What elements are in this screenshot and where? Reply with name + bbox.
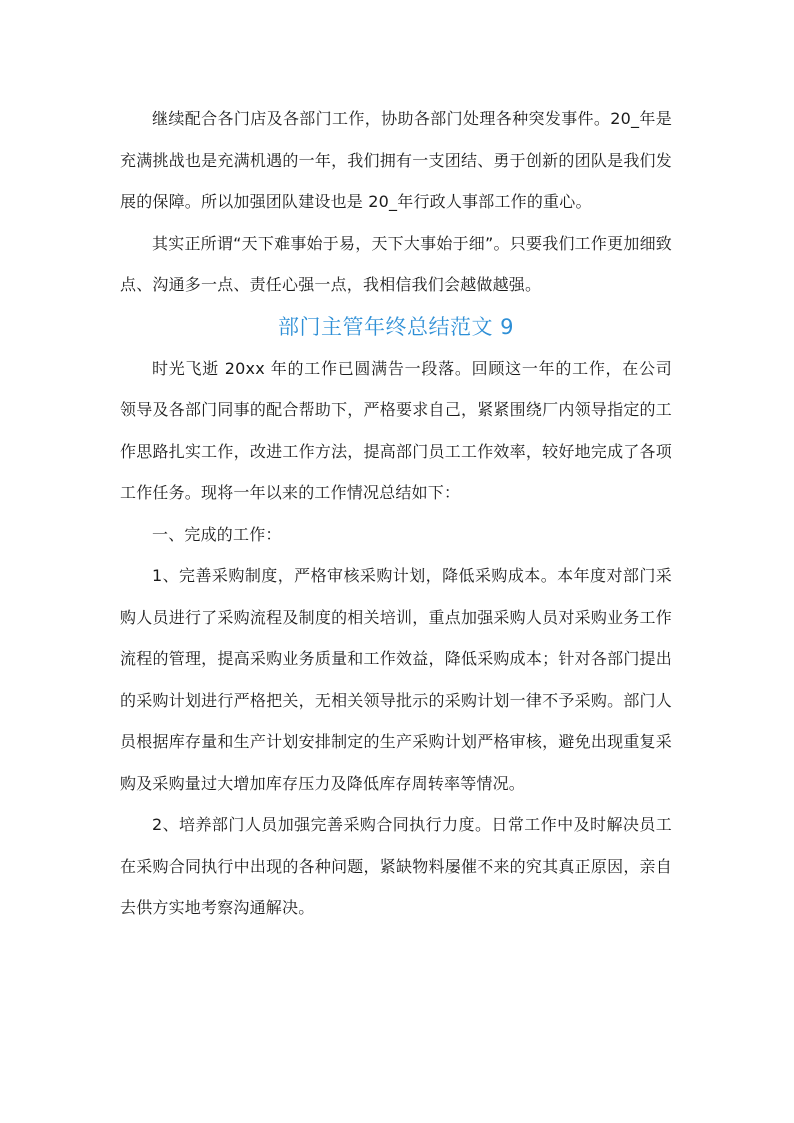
paragraph: 时光飞逝 20xx 年的工作已圆满告一段落。回顾这一年的工作，在公司领导及各部门同事的配合帮助下，严格要求自己，紧紧围绕厂内领导指定的工作思路扎实工作，改进工作方法，提高部门员工工作效率，较好地完成了各项工作任务。现将一年以来的工作情况总结如下： [120,358,672,502]
section-title: 部门主管年终总结范文 9 [277,314,515,339]
paragraph: 1、完善采购制度，严格审核采购计划，降低采购成本。本年度对部门采购人员进行了采购流程及制度的相关培训，重点加强采购人员对采购业务工作流程的管理，提高采购业务质量和工作效益，降低采购成本；针对各部门提出的采购计划进行严格把关，无相关领导批示的采购计划一律不予采购。部门人员根据库存量和生产计划安排制定的生产采购计划严格审核，避免出现重复采购及采购量过大增加库存压力及降低库存周转率等情况。 [120,566,672,793]
paragraph: 2、培养部门人员加强完善采购合同执行力度。日常工作中及时解决员工在采购合同执行中出现的各种问题，紧缺物料屡催不来的究其真正原因，亲自去供方实地考察沟通解决。 [120,815,672,917]
paragraph: 一、完成的工作： [152,524,282,544]
paragraph: 继续配合各门店及各部门工作，协助各部门处理各种突发事件。20_年是充满挑战也是充满机遇的一年，我们拥有一支团结、勇于创新的团队是我们发展的保障。所以加强团队建设也是 20_年行政人事部工作的重心。 [120,109,672,211]
document-page [120,98,672,929]
paragraph: 其实正所谓“天下难事始于易，天下大事始于细”。只要我们工作更加细致点、沟通多一点、责任心强一点，我相信我们会越做越强。 [120,233,672,294]
